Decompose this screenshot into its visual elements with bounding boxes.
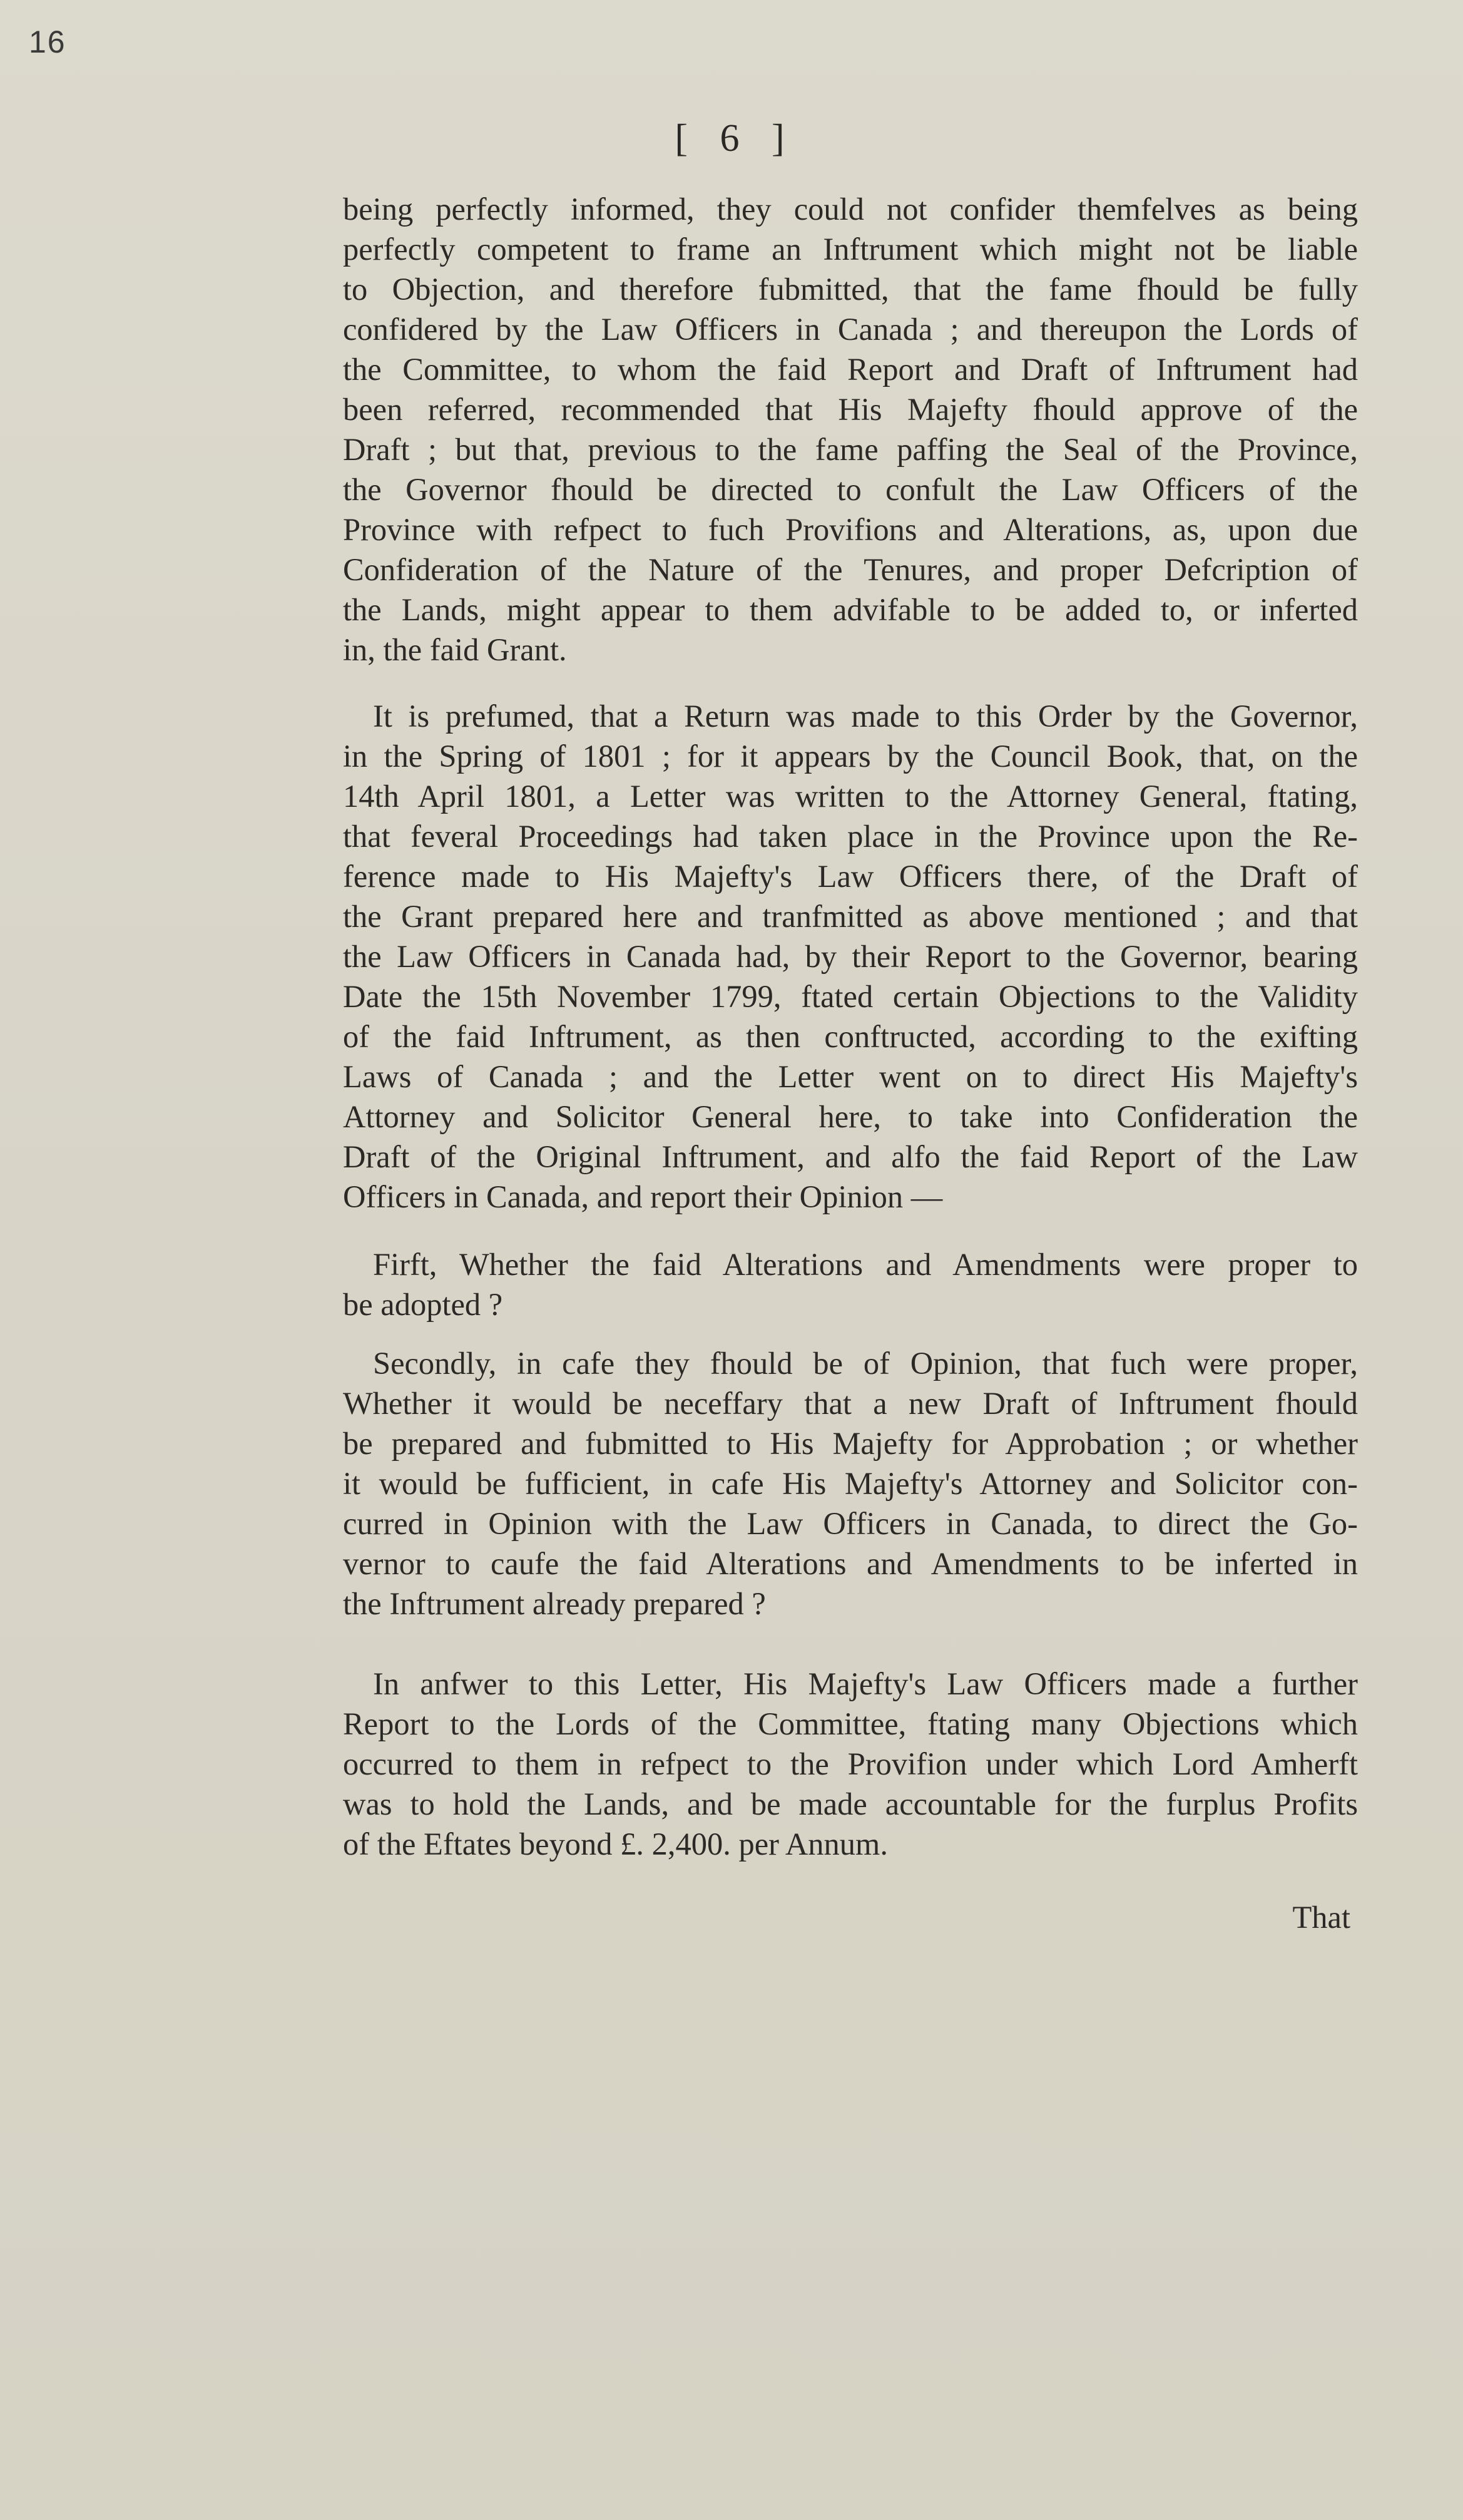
page-number: 16: [29, 24, 66, 59]
text-line: Confideration of the Nature of the Tenures, and proper Defcription of: [343, 552, 1358, 587]
text-line: the Committee, to whom the faid Report and Draft of Inftrument had: [343, 352, 1358, 387]
text-line: 14th April 1801, a Letter was written to the Attorney General, ftating,: [343, 779, 1358, 814]
text-line: in the Spring of 1801 ; for it appears by the Council Book, that, on the: [343, 739, 1358, 774]
folio-open-bracket: [: [675, 117, 691, 160]
text-line: the Grant prepared here and tranfmitted as above mentioned ; and that: [343, 899, 1358, 934]
text-line: Draft ; but that, previous to the fame paffing the Seal of the Province,: [343, 432, 1358, 467]
text-line: been referred, recommended that His Majefty fhould approve of the: [343, 392, 1358, 427]
text-line: curred in Opinion with the Law Officers in Canada, to direct the Go-: [343, 1506, 1358, 1541]
folio-page: 6: [720, 117, 743, 160]
text-line: Province with refpect to fuch Provifions and Alterations, as, upon due: [343, 512, 1358, 547]
paragraph-5: [343, 1664, 1358, 1864]
text-line: In anfwer to this Letter, His Majefty's Law Officers made a further: [373, 1666, 1358, 1701]
text-line: It is prefumed, that a Return was made to this Order by the Governor,: [373, 699, 1358, 734]
text-line: the Governor fhould be directed to confult the Law Officers of the: [343, 472, 1358, 507]
text-line: Secondly, in cafe they fhould be of Opinion, that fuch were proper,: [373, 1346, 1358, 1381]
text-line: confidered by the Law Officers in Canada ; and thereupon the Lords of: [343, 312, 1358, 347]
text-line: occurred to them in refpect to the Provifion under which Lord Amherft: [343, 1746, 1358, 1781]
text-line: to Objection, and therefore fubmitted, that the fame fhould be fully: [343, 272, 1358, 307]
text-line: it would be fufficient, in cafe His Majefty's Attorney and Solicitor con-: [343, 1466, 1358, 1501]
text-line: ference made to His Majefty's Law Officers there, of the Draft of: [343, 859, 1358, 894]
text-line: Draft of the Original Inftrument, and alfo the faid Report of the Law: [343, 1139, 1358, 1174]
text-line: was to hold the Lands, and be made accountable for the furplus Profits: [343, 1786, 1358, 1821]
paragraph-3: [343, 1244, 1358, 1324]
text-line: Whether it would be neceffary that a new Draft of Inftrument fhould: [343, 1386, 1358, 1421]
catchword: That: [1292, 1900, 1350, 1935]
text-line: the Inftrument already prepared ?: [343, 1586, 766, 1621]
text-line: in, the faid Grant.: [343, 632, 567, 667]
text-line: being perfectly informed, they could not confider themfelves as being: [343, 192, 1358, 227]
text-line: be adopted ?: [343, 1287, 503, 1322]
text-line: of the faid Inftrument, as then conftructed, according to the exifting: [343, 1019, 1358, 1054]
text-line: that feveral Proceedings had taken place in the Province upon the Re-: [343, 819, 1358, 854]
folio-number: [0, 116, 1463, 161]
text-line: Officers in Canada, and report their Opinion —: [343, 1179, 943, 1214]
text-line: Attorney and Solicitor General here, to take into Confideration the: [343, 1099, 1358, 1134]
paragraph-1: [343, 189, 1358, 670]
text-line: the Law Officers in Canada had, by their Report to the Governor, bearing: [343, 939, 1358, 974]
paragraph-2: [343, 696, 1358, 1217]
text-line: of the Eftates beyond £. 2,400. per Annum.: [343, 1826, 888, 1862]
paragraph-4: [343, 1343, 1358, 1624]
text-line: be prepared and fubmitted to His Majefty for Approbation ; or whether: [343, 1426, 1358, 1461]
text-line: perfectly competent to frame an Inftrument which might not be liable: [343, 232, 1358, 267]
text-line: vernor to caufe the faid Alterations and Amendments to be inferted in: [343, 1546, 1358, 1581]
text-line: Report to the Lords of the Committee, ftating many Objections which: [343, 1706, 1358, 1741]
text-line: Firft, Whether the faid Alterations and Amendments were proper to: [373, 1247, 1358, 1282]
folio-close-bracket: ]: [772, 117, 788, 160]
text-line: the Lands, might appear to them advifable to be added to, or inferted: [343, 592, 1358, 627]
text-line: Date the 15th November 1799, ftated certain Objections to the Validity: [343, 979, 1358, 1014]
text-line: Laws of Canada ; and the Letter went on to direct His Majefty's: [343, 1059, 1358, 1094]
